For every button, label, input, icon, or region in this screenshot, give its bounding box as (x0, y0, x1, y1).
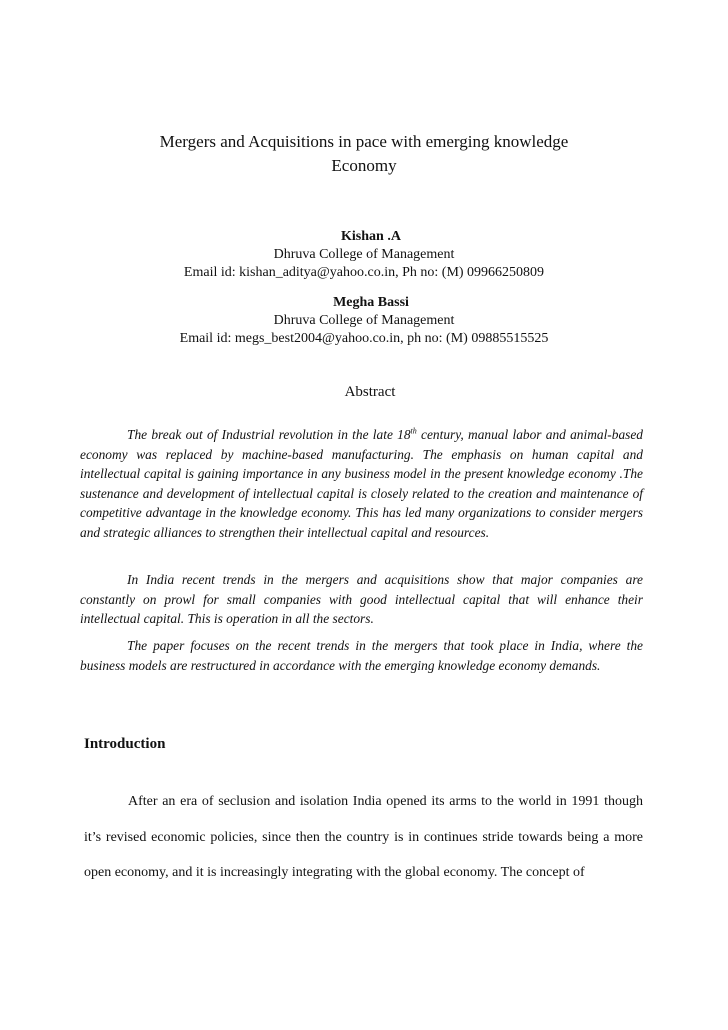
author-contact: Email id: kishan_aditya@yahoo.co.in, Ph no: (M) 09966250809 (183, 265, 545, 280)
abstract-paragraph-3 (80, 636, 643, 675)
title-line-1: Mergers and Acquisitions in pace with emerging knowledge (159, 132, 569, 151)
abstract-paragraph-2 (80, 570, 643, 629)
ordinal-superscript: th (410, 426, 417, 436)
introduction-heading: Introduction (84, 736, 166, 752)
author-name: Kishan .A (341, 229, 401, 244)
author-affiliation: Dhruva College of Management (273, 247, 455, 262)
author-affiliation: Dhruva College of Management (273, 313, 455, 328)
abstract-p1-start: The break out of Industrial revolution in the late 18 (127, 427, 411, 442)
paper-title (120, 130, 608, 178)
abstract-p3-text: The paper focuses on the recent trends in the mergers that took place in India, where the business models are restructured in accordance with the emerging knowledge economy demands. (80, 638, 643, 673)
title-line-2: Economy (331, 156, 397, 175)
abstract-paragraph-1 (80, 425, 643, 543)
abstract-p2-text: In India recent trends in the mergers and acquisitions show that major companies are constantly on prowl for small companies with good intellectual capital that will enhance their intellectual capital. This is operation in all the sectors. (80, 572, 643, 627)
abstract-heading: Abstract (344, 384, 396, 400)
abstract-p1-rest: century, manual labor and animal-based economy was replaced by machine-based manufacturing. The emphasis on human capital and intellectual capital is gaining importance in any business model in the present knowledge economy .The sustenance and development of intellectual capital is closely related to the creation and maintenance of competitive advantage in the knowledge economy. This has led many organizations to consider mergers and strategic alliances to strengthen their intellectual capital and resources. (80, 427, 643, 540)
author-block-2 (0, 294, 728, 348)
author-name: Megha Bassi (333, 295, 409, 310)
author-block-1 (0, 228, 728, 282)
introduction-p1-text: After an era of seclusion and isolation India opened its arms to the world in 1991 though it’s revised economic policies, since then the country is in continues stride towards being a more open economy, and it is increasingly integrating with the global economy. The concept of (84, 794, 643, 880)
author-contact: Email id: megs_best2004@yahoo.co.in, ph no: (M) 09885515525 (179, 331, 549, 346)
introduction-paragraph-1 (84, 784, 643, 891)
